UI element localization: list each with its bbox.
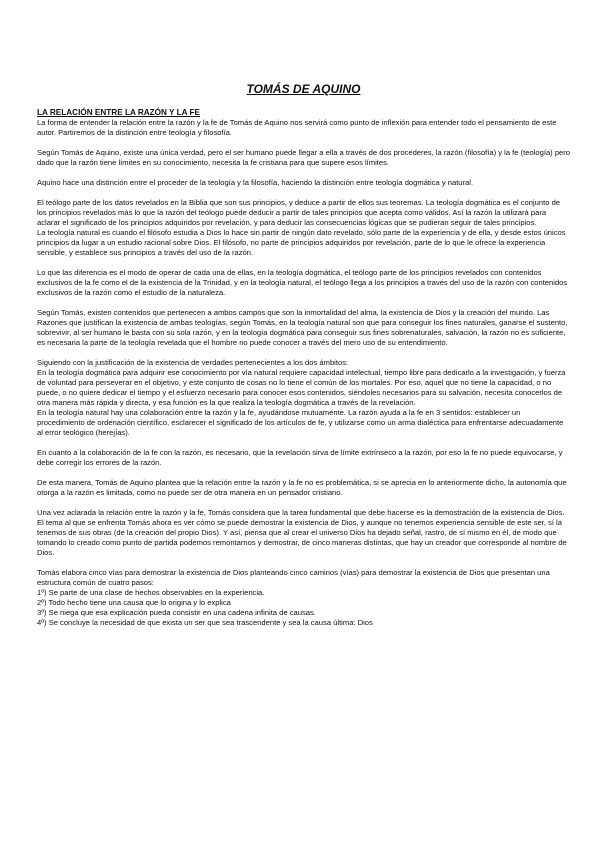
section-heading: LA RELACIÓN ENTRE LA RAZÓN Y LA FE [37,108,200,117]
list-item: 2º) Todo hecho tiene una causa que lo origina y lo explica [37,598,231,607]
paragraph: En cuanto a la colaboración de la fe con la razón, es necesario, que la revelación sirva de límite extrínseco a la razón, por eso la fe no puede equivocarse, y debe corregir los errores de la razón. [37,448,563,467]
list-item: 3º) Se niega que esa explicación pueda consistir en una cadena infinita de causas. [37,608,316,617]
list-item: 4º) Se concluye la necesidad de que exista un ser que sea trascendente y sea la causa última: Dios [37,618,373,627]
paragraph: Aquino hace una distinción entre el proceder de la teología y la filosofía, haciendo la distinción entre teología dogmática y natural. [37,178,474,187]
paragraph: El teólogo parte de los datos revelados en la Biblia que son sus principios, y deduce a partir de ellos sus teoremas. La teología dogmática es el conjunto de los principios revelados más lo que la razón del teólogo puede deducir a partir de tales principios que acepta como válidos. Así la razón la utilizará para aclarar el significado de los principios adquiridos por revelación, y para deducir las consecuencias lógicas que se pudieran seguir de tales principios. [37,198,561,227]
paragraph: La teología natural es cuando el filósofo estudia a Dios lo hace sin partir de ningún dato revelado, sólo parte de la experiencia y de ella, y desde estos únicos principios da lugar a un estudio racional sobre Dios. El filósofo, no parte de principios adquiridos por revelación, parte de lo que le ofrece la experiencia sensible, y establece sus principios a través del uso de la razón. [37,228,566,257]
list-item: 1º) Se parte de una clase de hechos observables en la experiencia. [37,588,265,597]
paragraph: En la teología dogmática para adquirir ese conocimiento por vía natural requiere capacidad intelectual, tiempo libre para dedicarlo a la investigación, y fuerza de voluntad para perseverar en el objetivo, y este conjunto de cosas no lo tiene el común de los mortales. Por eso, aquel que no tiene la capacidad, o no puede, o no quiere dedicar el tiempo y el esfuerzo necesario para conocer esos contenidos, siéndoles necesarios para su salvación, necesita conocerlos de otra manera más rápida y directa, y esa función es la que realiza la teología dogmática a través de la revelación. [37,368,566,407]
paragraph: Según Tomás de Aquino, existe una única verdad, pero el ser humano puede llegar a ella a través de dos procederes, la razón (filosofía) y la fe (teología) pero dado que la razón tiene límites en su conocimiento, necesita la fe cristiana para que supere esos límites. [37,148,571,167]
paragraph: Una vez aclarada la relación entre la razón y la fe, Tomás considera que la tarea fundamental que debe hacerse es la demostración de la existencia de Dios. El tema al que se enfrenta Tomás ahora es ver cómo se puede demostrar la existencia de Dios, y aunque no tenemos experiencia sensible de este ser, sí la tenemos de sus obras (de la creación del propio Dios). Y así, piensa que al crear el universo Dios ha dejado señal, rastro, de sí mismo en él, de modo que tomando lo creado como punto de partida podemos remontarnos y demostrar, de cinco maneras distintas, que hay un creador que corresponde al nombre de Dios. [37,508,567,557]
paragraph: Lo que las diferencia es el modo de operar de cada una de ellas, en la teología dogmática, el teólogo parte de los principios revelados con contenidos exclusivos de la fe como el de la existencia de la Trinidad, y en la teología natural, el teólogo llega a los principios a través del uso de la razón con contenidos exclusivos de la razón como el estudio de la naturaleza. [37,268,568,297]
paragraph: La forma de entender la relación entre la razón y la fe de Tomás de Aquino nos servirá como punto de inflexión para entender todo el pensamiento de este autor. Partiremos de la distinción entre teología y filosofía. [37,118,557,137]
paragraph: Según Tomás, existen contenidos que pertenecen a ambos campos que son la inmortalidad del alma, la existencia de Dios y la creación del mundo. Las Razones que justifican la existencia de ambas teologías, según Tomás, en la teología natural son que para conseguir los fines naturales, ganarse el sustento, sobrevivir, al ser humano le basta con su sola razón, y en la teología dogmática para conseguir sus fines sobrenaturales, salvación, la razón no es suficiente, es necesaria la parte de la teología revelada que el hombre no puede conocer a través del mero uso de su entendimiento. [37,308,568,347]
paragraph: De esta manera, Tomás de Aquino plantea que la relación entre la razón y la fe no es problemática, si se aprecia en lo anteriormente dicho, la autonomía que otorga a la razón es limitada, como no puede ser de otra manera en un pensador cristiano. [37,478,567,497]
paragraph: En la teología natural hay una colaboración entre la razón y la fe, ayudándose mutuamente. La razón ayuda a la fe en 3 sentidos: establecer un procedimiento de ordenación científico, esclarecer el significado de los artículos de fe, y utilizarse como un arma dialéctica para enfrentarse adecuadamente al error teológico (herejías). [37,408,564,437]
paragraph: Tomás elabora cinco vías para demostrar la existencia de Dios planteando cinco caminos (vías) para demostrar la existencia de Dios que presentan una estructura común de cuatro pasos: [37,568,550,587]
paragraph: Siguiendo con la justificación de la existencia de verdades pertenecientes a los dos ámbitos: [37,358,349,367]
page-title: TOMÁS DE AQUINO [246,82,361,96]
